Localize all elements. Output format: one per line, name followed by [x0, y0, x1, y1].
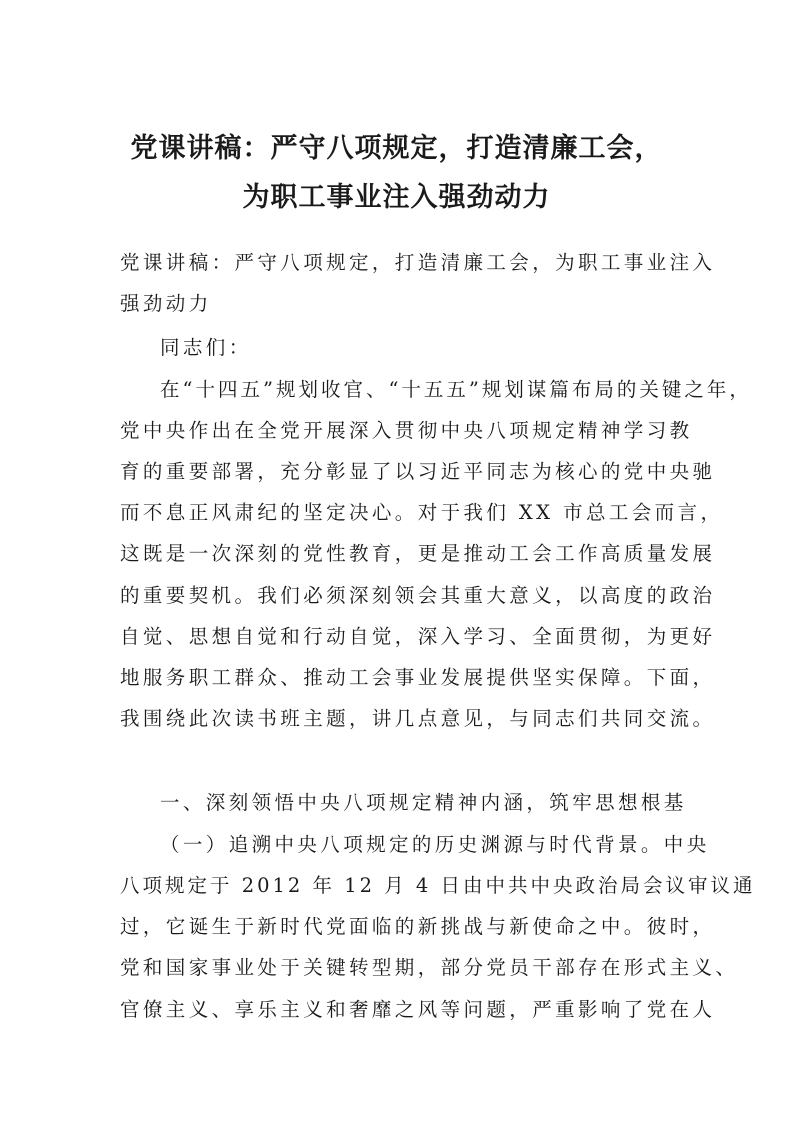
body-line: 官僚主义、享乐主义和奢靡之风等问题，严重影响了党在人 [120, 998, 716, 1021]
body-line: 自觉、思想自觉和行动自觉，深入学习、全面贯彻，为更好 [120, 625, 716, 648]
body-line: 党和国家事业处于关键转型期，部分党员干部存在形式主义、 [120, 956, 739, 979]
salutation: 同志们： [160, 336, 252, 359]
body-line: 在“十四五”规划收官、“十五五”规划谋篇布局的关键之年， [160, 378, 752, 401]
body-line: 我围绕此次读书班主题，讲几点意见，与同志们共同交流。 [120, 707, 716, 730]
body-line: 强劲动力 [120, 292, 212, 315]
body-line: 党中央作出在全党开展深入贯彻中央八项规定精神学习教 [120, 419, 693, 442]
body-line: 地服务职工群众、推动工会事业发展提供坚实保障。下面， [120, 666, 716, 689]
body-line: 这既是一次深刻的党性教育，更是推动工会工作高质量发展 [120, 542, 716, 565]
section-heading: 一、深刻领悟中央八项规定精神内涵，筑牢思想根基 [160, 791, 687, 814]
body-line: 八项规定于 2012 年 12 月 4 日由中共中央政治局会议审议通 [120, 874, 756, 897]
document-title-line-1: 党课讲稿：严守八项规定，打造清廉工会， [130, 133, 663, 164]
body-line: 党课讲稿：严守八项规定，打造清廉工会，为职工事业注入 [120, 251, 716, 274]
body-line: 过，它诞生于新时代党面临的新挑战与新使命之中。彼时， [120, 915, 716, 938]
body-line: 的重要契机。我们必须深刻领会其重大意义，以高度的政治 [120, 584, 716, 607]
document-title-line-2: 为职工事业注入强劲动力 [242, 182, 551, 213]
body-line: 而不息正风肃纪的坚定决心。对于我们 XX 市总工会而言， [120, 501, 724, 524]
body-line: 育的重要部署，充分彰显了以习近平同志为核心的党中央驰 [120, 460, 716, 483]
subsection-line: （一）追溯中央八项规定的历史渊源与时代背景。中央 [160, 833, 710, 856]
